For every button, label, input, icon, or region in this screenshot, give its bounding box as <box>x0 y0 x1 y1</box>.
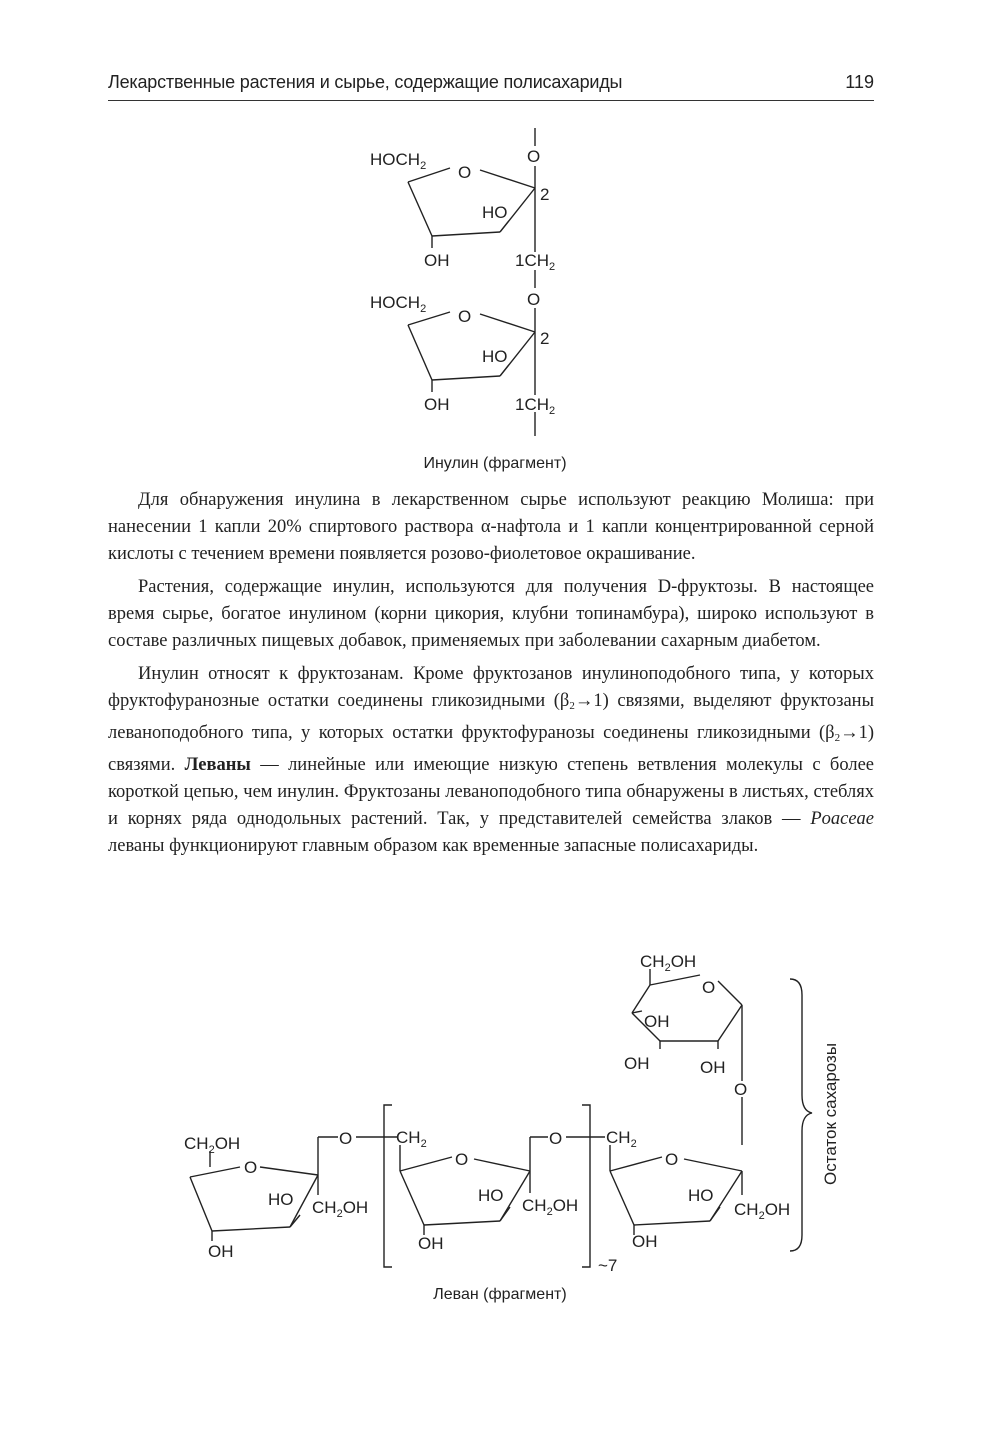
levan-link-o-1: O <box>339 1129 353 1148</box>
inulin-c2-1: 2 <box>540 185 550 204</box>
levan-f2-oh: OH <box>418 1234 444 1253</box>
levan-repeat-count: ~7 <box>598 1256 618 1275</box>
inulin-c2-2: 2 <box>540 329 550 348</box>
page-number: 119 <box>845 72 874 92</box>
levan-f1-ch2oh-2: $CH_2OH$ <box>312 1198 369 1220</box>
levan-f3-oh: OH <box>632 1232 658 1251</box>
inulin-link-o-1: O <box>527 147 541 166</box>
levan-glc-ch2oh: $CH_2OH$ <box>640 952 697 974</box>
levan-f3-ch2oh: $CH_2OH$ <box>734 1200 791 1222</box>
paragraph-2: Растения, содержащие инулин, используются для получения D-фруктозы. В настоящее время сырье, богатое инулином (корни цикория, клубни топинамбура), широко используют в составе различных пищевых добавок, применяемых при заболевании сахарным диабетом. <box>108 577 874 651</box>
running-header <box>108 68 874 101</box>
levan-f3-ring-o: O <box>665 1150 679 1169</box>
inulin-hoch-2: $HOCH_2$ <box>370 293 427 315</box>
inulin-ring-o-1: O <box>458 163 472 182</box>
levan-glc-oh-1: OH <box>644 1012 670 1031</box>
paragraph-3: Инулин относят к фруктозанам. Кроме фруктозанов инулиноподобного типа, у которых фруктофуранозные остатки соединены гликозидными $(\beta_2\to 1)$ связями, выделяют фруктозаны леваноподобного типа, у которых остатки фруктофуранозы соединены гликозидными $(\beta_2\to 1)$ связями. Леваны — линейные или имеющие низкую степень ветвления молекулы с более короткой цепью, чем инулин. Фруктозаны леваноподобного типа обнаружены в листьях, стеблях и корнях ряда однодольных растений. Так, у представителей семейства злаков — Poaceae леваны функционируют главным образом как временные запасные полисахариды. <box>108 664 875 856</box>
levan-caption: Леван (фрагмент) <box>433 1286 567 1303</box>
levan-f1-ho: HO <box>268 1190 294 1209</box>
levan-f3-ho: HO <box>688 1186 714 1205</box>
levan-glc-oh-2: OH <box>624 1054 650 1073</box>
levan-f1-oh: OH <box>208 1242 234 1261</box>
inulin-ho-1: HO <box>482 203 508 222</box>
sucrose-residue-label: Остаток сахарозы <box>821 1042 840 1185</box>
levan-f1-ch2oh: $CH_2OH$ <box>184 1134 241 1156</box>
levan-link-o-2: O <box>549 1129 563 1148</box>
inulin-ho-2: HO <box>482 347 508 366</box>
levan-f1-ring-o: O <box>244 1158 258 1177</box>
inulin-hoch-1: $HOCH_2$ <box>370 150 427 172</box>
levan-f3-ch2: $CH_2$ <box>606 1128 637 1150</box>
inulin-oh-1: OH <box>424 251 450 270</box>
paragraph-1: Для обнаружения инулина в лекарственном сырье используют реакцию Молиша: при нанесении 1 капли 20% спиртового раствора α-нафтола и 1 капли концентрированной серной кислоты с течением времени появляется розово-фиолетовое окрашивание. <box>108 490 874 564</box>
levan-f2-ch2: $CH_2$ <box>396 1128 427 1150</box>
levan-glc-ring-o: O <box>702 978 716 997</box>
inulin-ch2-2: $1CH_2$ <box>515 395 556 417</box>
inulin-caption: Инулин (фрагмент) <box>423 455 567 472</box>
levan-f2-ring-o: O <box>455 1150 469 1169</box>
poaceae-term: Poaceae <box>810 809 874 829</box>
levans-term: Леваны <box>184 755 251 775</box>
levan-glc-link-o: O <box>734 1080 748 1099</box>
levan-f2-ho: HO <box>478 1186 504 1205</box>
levan-structure <box>0 945 1000 1285</box>
levan-glc-oh-3: OH <box>700 1058 726 1077</box>
levan-f2-ch2oh: $CH_2OH$ <box>522 1196 579 1218</box>
inulin-ch2-1: $1CH_2$ <box>515 251 556 273</box>
body-text <box>108 487 874 866</box>
inulin-oh-2: OH <box>424 395 450 414</box>
inulin-link-o-2: O <box>527 290 541 309</box>
inulin-ring-o-2: O <box>458 307 472 326</box>
inulin-structure <box>0 120 1000 440</box>
running-title: Лекарственные растения и сырье, содержащие полисахариды <box>108 72 623 92</box>
